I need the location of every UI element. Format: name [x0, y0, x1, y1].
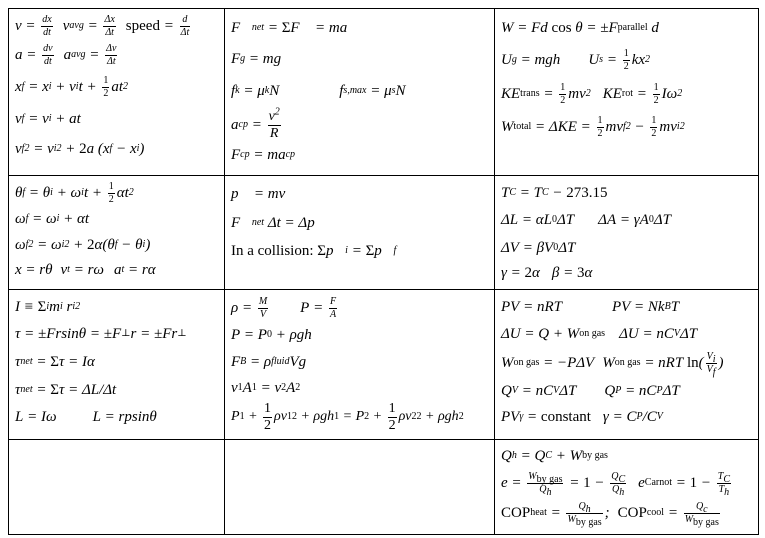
equation: γ = 2 α β = 3 α — [501, 264, 593, 281]
equation: T C = T C − 273.15 — [501, 184, 608, 201]
cell-thermodynamics — [495, 290, 759, 440]
equation: f k = μ k N f s,max = μ s N — [231, 82, 406, 99]
cell-energy — [495, 9, 759, 176]
cell-fluids — [225, 290, 495, 440]
equation: W = Fd cos θ = ±F parallel d — [501, 19, 659, 36]
equation: Q V = nC V ΔT Q P = nC P ΔT — [501, 382, 680, 399]
equation: a = $\frac{dv}{dt}$ a avg = $\frac{\Delta v}{\Delta t}$ — [15, 42, 117, 67]
equation: τ = ±Frsinθ = ±F ⊥ r = ±Fr ⊥ — [15, 325, 187, 342]
equation: F g = mg — [231, 50, 282, 67]
equation: F B = ρ fluid Vg — [231, 353, 307, 370]
equation: ΔV = βV 0 ΔT — [501, 239, 576, 256]
equation: PV = nRT PV = Nk B T — [501, 298, 680, 315]
cell-thermal-expansion — [495, 176, 759, 290]
equation: U g = mgh U s = $\frac{1}{2}$ kx 2 — [501, 47, 651, 72]
equation: F⃗ net Δt = Δp⃗ — [231, 214, 327, 231]
equation: x f = x i + v i t + $\frac{1}{2}$ at 2 — [15, 74, 129, 99]
equation: Q h = Q C + W by gas — [501, 447, 608, 464]
equation: ω f 2 = ω i 2 + 2 α(θ f − θ i ) — [15, 236, 151, 253]
cell-forces — [225, 9, 495, 176]
table-row — [9, 9, 759, 176]
equation: v f = v i + at — [15, 110, 81, 127]
equation-sheet-table — [8, 8, 759, 535]
table-row — [9, 290, 759, 440]
table-row — [9, 440, 759, 535]
equation: KE trans = $\frac{1}{2}$ mv 2 KE rot = $\frac{1}{2}$ Iω 2 — [501, 81, 683, 106]
table-row — [9, 176, 759, 290]
equation: In a collision: Σ p⃗ i = Σ p⃗ f — [231, 242, 397, 259]
equation: P 1 + $\frac{1}{2}$ ρv 1 2 + ρgh 1 = P 2 + $\frac{1}{2}$ ρv 2 2 + ρgh 2 — [231, 400, 464, 433]
cell-empty-middle — [225, 440, 495, 535]
equation: L = Iω L = rpsinθ — [15, 408, 157, 425]
cell-heat-engines — [495, 440, 759, 535]
cell-kinematics — [9, 9, 225, 176]
equation: e = $\frac{W_{by gas}}{Q_h}$ = 1 − $\frac{Q_C}{Q_h}$ e Carnot = 1 − $\frac{T_C}{T_h}$ — [501, 470, 730, 498]
equation: ΔL = αL 0 ΔT ΔA = γA 0 ΔT — [501, 211, 671, 228]
equation: F⃗ net = Σ F⃗ = ma⃗ — [231, 19, 359, 36]
equation: v f 2 = v i 2 + 2 a (x f − x i ) — [15, 140, 145, 157]
equation: v 1 A 1 = v 2 A 2 — [231, 379, 301, 396]
cell-rotational-dynamics — [9, 290, 225, 440]
equation: W total = ΔKE = $\frac{1}{2}$ mv f 2 − $\frac{1}{2}$ mv i 2 — [501, 114, 685, 139]
equation: τ net = Σ τ = ΔL/Δt — [15, 381, 117, 398]
equation: v = $\frac{dx}{dt}$ v avg = $\frac{\Delta x}{\Delta t}$ speed = $\frac{d}{\Delta t}$ — [15, 13, 190, 38]
equation: F cp = ma cp — [231, 146, 296, 163]
equation: ω f = ω i + αt — [15, 210, 90, 227]
equation: a cp = $\frac{v^2}{R}$ — [231, 105, 280, 141]
equation: ρ = $\frac{M}{V}$ P = $\frac{F}{A}$ — [231, 295, 337, 320]
equation: COP heat = $\frac{Q_h}{W_{by gas}}$ ; COP cool = $\frac{Q_c}{W_{by gas}}$ — [501, 500, 719, 528]
equation: θ f = θ i + ω i t + $\frac{1}{2}$ αt 2 — [15, 180, 134, 205]
cell-rotational-kinematics — [9, 176, 225, 290]
equation: τ net = Σ τ = Iα — [15, 353, 95, 370]
cell-momentum — [225, 176, 495, 290]
equation: P = P 0 + ρgh — [231, 326, 312, 343]
equation: ΔU = Q + W on gas ΔU = nC V ΔT — [501, 325, 698, 342]
equation: x = rθ v t = rω a t = rα — [15, 261, 156, 278]
equation: PV γ = constant γ = C P /C V — [501, 408, 663, 425]
equation: I ≡ Σ i m i r i 2 — [15, 298, 81, 315]
equation: p⃗ = mv⃗ — [231, 185, 297, 202]
equation: W on gas = −PΔV W on gas = nRT ln ( $\frac{V_i}{V_f}$ ) — [501, 350, 724, 378]
cell-empty-left — [9, 440, 225, 535]
